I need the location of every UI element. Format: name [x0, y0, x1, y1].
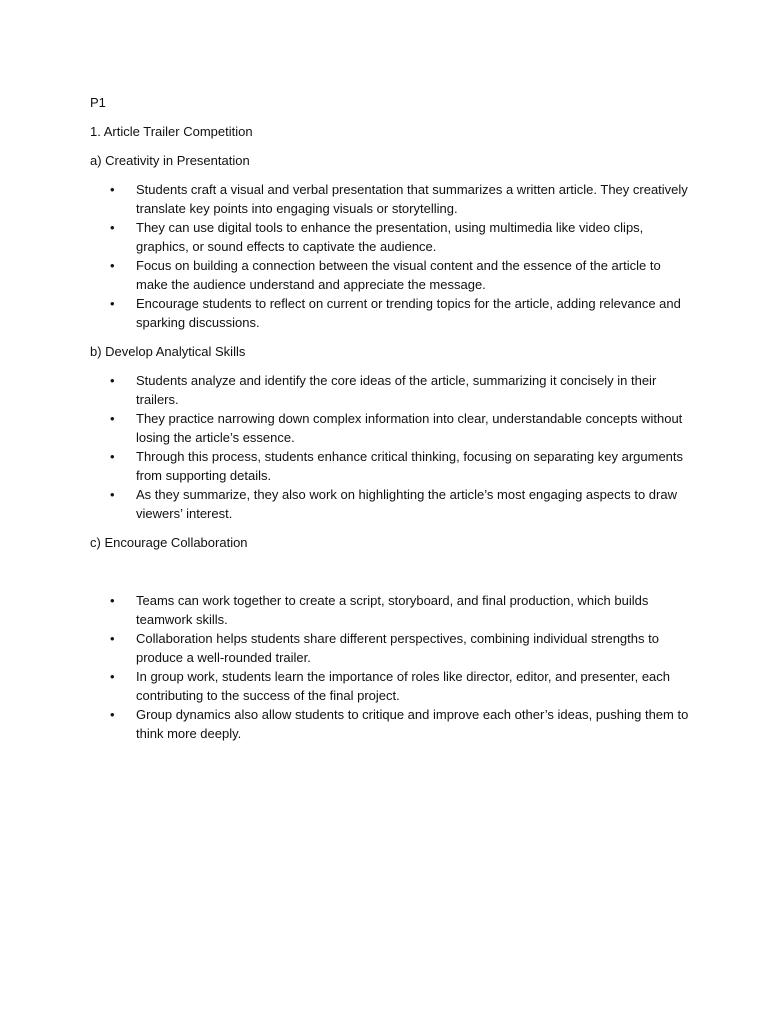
- list-item: [90, 485, 690, 523]
- bullet-icon: •: [110, 487, 115, 502]
- list-item: [90, 667, 690, 705]
- section-heading-collaboration: c) Encourage Collaboration: [90, 535, 248, 550]
- bullet-icon: •: [110, 449, 115, 464]
- list-item-text: Group dynamics also allow students to critique and improve each other’s ideas, pushing them to think more deeply.: [136, 707, 689, 741]
- list-item-text: Focus on building a connection between the visual content and the essence of the article to make the audience understand and appreciate the message.: [136, 258, 661, 292]
- bullet-icon: •: [110, 593, 115, 608]
- list-item-text: Through this process, students enhance critical thinking, focusing on separating key arguments from supporting details.: [136, 449, 684, 483]
- bullet-icon: •: [110, 373, 115, 388]
- list-item: [90, 371, 690, 409]
- bullet-icon: •: [110, 669, 115, 684]
- list-item: [90, 591, 690, 629]
- list-item-text: They can use digital tools to enhance the presentation, using multimedia like video clips, graphics, or sound effects to captivate the audience.: [136, 220, 644, 254]
- list-item: [90, 294, 690, 332]
- list-item: [90, 409, 690, 447]
- bullet-icon: •: [110, 296, 115, 311]
- section-heading-analytical: b) Develop Analytical Skills: [90, 344, 246, 359]
- empty-paragraph: [90, 562, 690, 591]
- list-item: [90, 218, 690, 256]
- list-item-text: In group work, students learn the importance of roles like director, editor, and presenter, each contributing to the success of the final project.: [136, 669, 671, 703]
- bullet-icon: •: [110, 220, 115, 235]
- document-body: [90, 93, 690, 753]
- list-item: [90, 256, 690, 294]
- document-title: 1. Article Trailer Competition: [90, 124, 253, 139]
- section-heading-creativity: a) Creativity in Presentation: [90, 153, 250, 168]
- list-item-text: They practice narrowing down complex information into clear, understandable concepts without losing the article’s essence.: [136, 411, 683, 445]
- list-item: [90, 705, 690, 743]
- list-item-text: Collaboration helps students share different perspectives, combining individual strengths to produce a well-rounded trailer.: [136, 631, 659, 665]
- list-item: [90, 629, 690, 667]
- list-item-text: Students craft a visual and verbal presentation that summarizes a written article. They creatively translate key points into engaging visuals or storytelling.: [136, 182, 688, 216]
- bullet-icon: •: [110, 411, 115, 426]
- bullet-list-collaboration: [90, 591, 690, 743]
- bullet-icon: •: [110, 631, 115, 646]
- list-item-text: Students analyze and identify the core ideas of the article, summarizing it concisely in their trailers.: [136, 373, 657, 407]
- bullet-list-analytical: [90, 371, 690, 523]
- bullet-icon: •: [110, 707, 115, 722]
- list-item-text: Encourage students to reflect on current or trending topics for the article, adding relevance and sparking discussions.: [136, 296, 681, 330]
- page-label: P1: [90, 95, 106, 110]
- bullet-icon: •: [110, 258, 115, 273]
- bullet-list-creativity: [90, 180, 690, 332]
- list-item: [90, 447, 690, 485]
- list-item-text: As they summarize, they also work on highlighting the article’s most engaging aspects to draw viewers’ interest.: [136, 487, 677, 521]
- list-item: [90, 180, 690, 218]
- list-item-text: Teams can work together to create a script, storyboard, and final production, which builds teamwork skills.: [136, 593, 649, 627]
- bullet-icon: •: [110, 182, 115, 197]
